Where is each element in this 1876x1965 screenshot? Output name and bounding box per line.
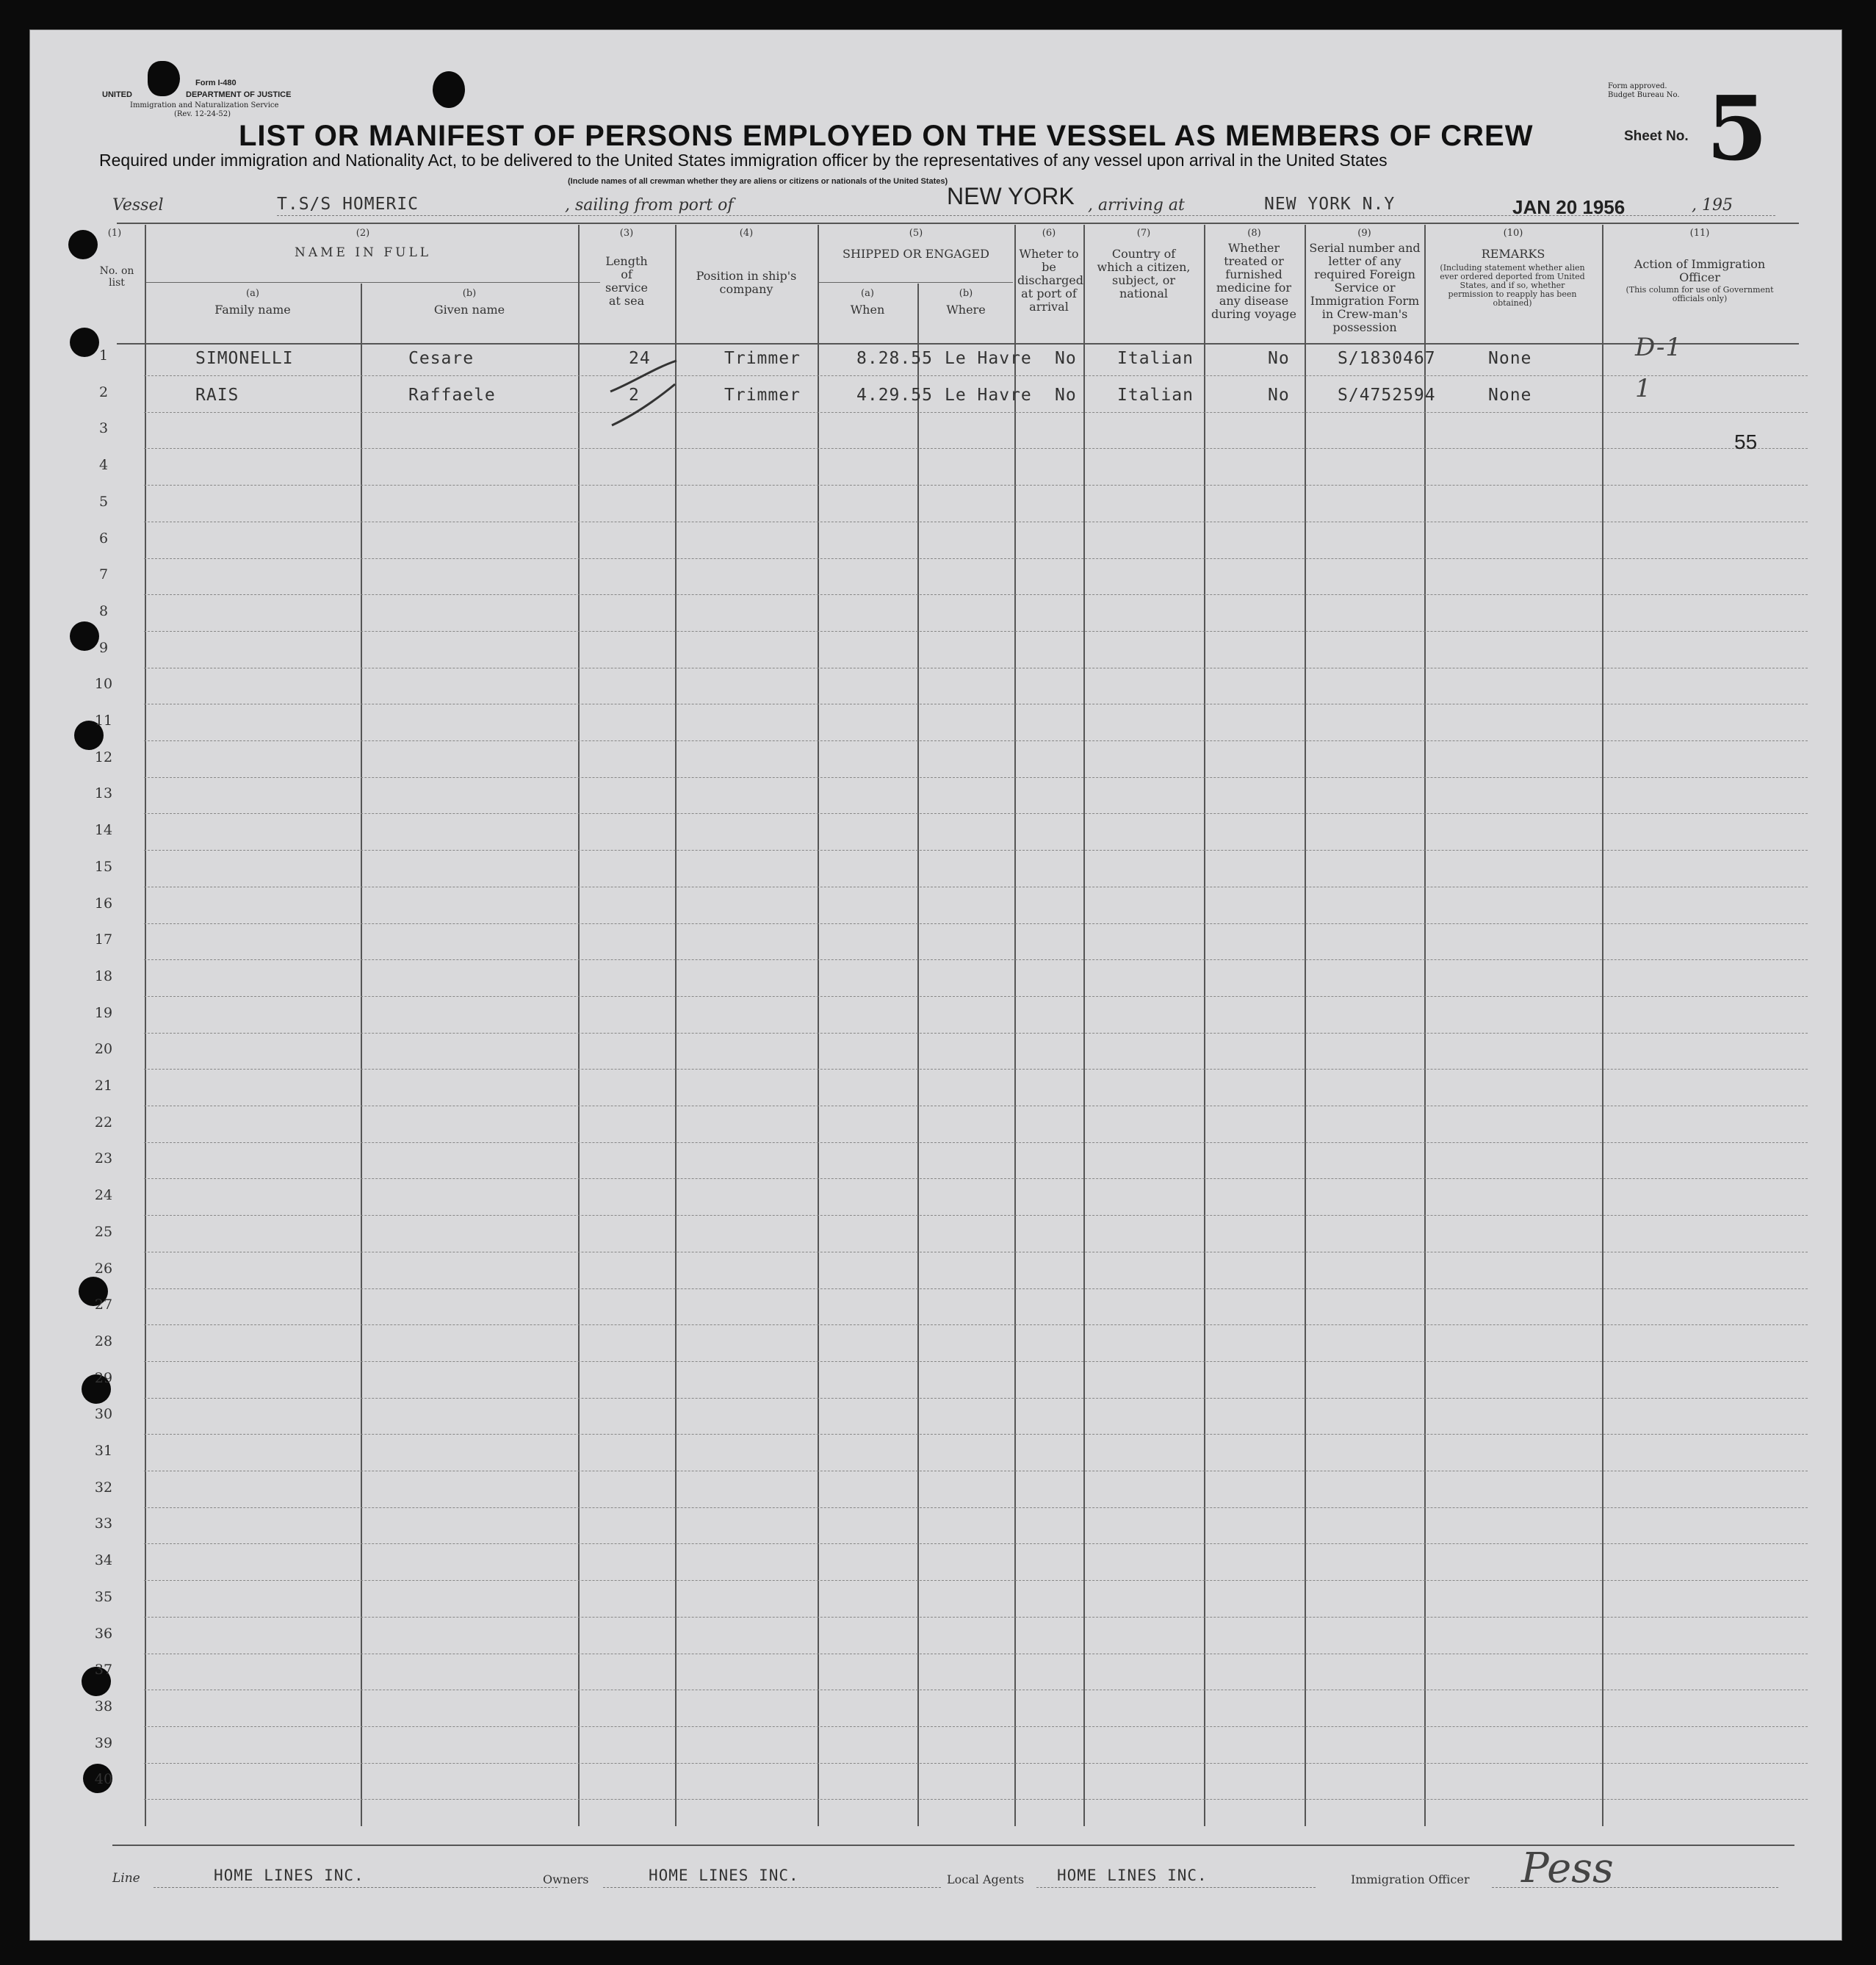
table-row [94, 667, 1808, 704]
arriving-port: NEW YORK N.Y [1264, 195, 1396, 214]
cell-discharge: No [1055, 385, 1077, 405]
table-row [94, 996, 1808, 1034]
row-number: 8 [98, 602, 109, 619]
col-10-label: REMARKS [1481, 247, 1545, 261]
line-value: HOME LINES INC. [214, 1867, 364, 1884]
table-row [94, 1653, 1808, 1690]
vessel-value: T.S/S HOMERIC [277, 195, 419, 214]
col-11-note: (This column for use of Government officials only) [1626, 285, 1774, 303]
row-number: 6 [98, 530, 109, 547]
punch-hole [433, 71, 465, 108]
col-5b-label: Where [946, 303, 986, 317]
row-number: 5 [98, 493, 109, 510]
col-5b-number: (b) [959, 288, 973, 299]
cell-country: Italian [1117, 385, 1194, 405]
cell-discharge: No [1055, 349, 1077, 368]
table-row [98, 522, 1808, 559]
row-number: 27 [94, 1297, 113, 1313]
row-number: 14 [94, 822, 113, 839]
row-number: 1 [98, 347, 109, 364]
row-number: 12 [94, 749, 113, 765]
row-number: 29 [94, 1369, 113, 1386]
table-row [94, 1543, 1808, 1581]
arrival-date: JAN 20 1956 [1512, 196, 1626, 218]
table-row [98, 485, 1808, 522]
cell-position: Trimmer [724, 349, 801, 368]
row-number: 40 [94, 1771, 113, 1788]
col-3-label: Length of service at sea [605, 254, 648, 308]
sheet-label: Sheet No. [1624, 129, 1689, 144]
row-number: 18 [94, 967, 113, 984]
table-row [94, 923, 1808, 960]
cell-serial: S/4752594 [1338, 385, 1436, 405]
table-row [98, 411, 1808, 449]
table-row [94, 1471, 1808, 1508]
officer-label: Immigration Officer [1351, 1872, 1470, 1886]
table-row [94, 704, 1808, 741]
approval-line: Form approved. [1608, 82, 1667, 90]
table-row [94, 1690, 1808, 1727]
cell-action: D-1 [1635, 333, 1683, 362]
col-9-label: Serial number and letter of any required Foreign Service or Immigration Form in Crew-man's possession [1309, 241, 1421, 334]
col-2-label: NAME IN FULL [294, 245, 432, 260]
col-9-number: (9) [1357, 228, 1371, 239]
table-row [94, 1762, 1808, 1800]
row-number: 19 [94, 1004, 113, 1021]
owners-label: Owners [543, 1872, 589, 1886]
row-number: 26 [94, 1260, 113, 1277]
table-row [94, 1397, 1808, 1435]
year-label: , 195 [1692, 196, 1733, 214]
punch-hole [148, 61, 180, 96]
col-7-number: (7) [1136, 228, 1151, 239]
table-row [94, 1142, 1808, 1179]
cell-family: SIMONELLI [195, 349, 294, 368]
col-6-label: Wheter to be discharged at port of arrival [1017, 247, 1083, 314]
col-5a-number: (a) [861, 288, 874, 299]
page-subtitle: Required under immigration and Nationality Act, to be delivered to the United States immigration officer by the representatives of any vessel upon arrival in the United States [99, 151, 1388, 170]
table-row [94, 1032, 1808, 1070]
row-number: 25 [94, 1223, 113, 1240]
owners-value: HOME LINES INC. [649, 1867, 799, 1884]
row-number: 20 [94, 1041, 113, 1058]
table-row [94, 1288, 1808, 1325]
page-title: LIST OR MANIFEST OF PERSONS EMPLOYED ON THE VESSEL AS MEMBERS OF CREW [239, 120, 1534, 152]
table-row [94, 850, 1808, 887]
row-number: 17 [94, 931, 113, 948]
table-row [94, 1106, 1808, 1143]
voyage-underline [277, 215, 1775, 216]
cell-position: Trimmer [724, 385, 801, 405]
sailing-label: , sailing from port of [565, 196, 734, 214]
row-number: 39 [94, 1734, 113, 1751]
sailing-port: NEW YORK [947, 183, 1075, 209]
table-row [94, 1252, 1808, 1289]
col-2a-number: (a) [246, 288, 259, 299]
col-5a-label: When [850, 303, 885, 317]
col-11-label: Action of Immigration Officer [1634, 257, 1766, 284]
cell-given: Raffaele [408, 385, 496, 405]
col-7-label: Country of which a citizen, subject, or national [1097, 247, 1191, 300]
col-2b-number: (b) [462, 288, 477, 299]
cell-when: 4.29.55 [856, 385, 933, 405]
table-row [94, 1324, 1808, 1362]
row-number: 7 [98, 566, 109, 583]
agency-line: (Rev. 12-24-52) [174, 110, 231, 118]
row-number: 22 [94, 1114, 113, 1131]
manifest-sheet [29, 29, 1842, 1941]
col-2-number: (2) [356, 228, 370, 239]
row-number: 2 [98, 383, 109, 400]
cell-remarks: None [1488, 385, 1532, 405]
col-2b-label: Given name [433, 303, 505, 317]
table-row [94, 1215, 1808, 1252]
cell-action: 1 [1635, 373, 1652, 403]
row-number: 13 [94, 785, 113, 802]
cell-remarks: None [1488, 349, 1532, 368]
table-row [98, 631, 1808, 668]
row-number: 37 [94, 1662, 113, 1679]
col-11-number: (11) [1689, 228, 1710, 239]
table-row [94, 1580, 1808, 1618]
row-number: 33 [94, 1515, 113, 1532]
cell-treated: No [1268, 349, 1290, 368]
agents-value: HOME LINES INC. [1057, 1867, 1208, 1884]
row-number: 11 [94, 713, 113, 729]
row-number: 36 [94, 1625, 113, 1642]
col-6-number: (6) [1042, 228, 1056, 239]
cell-service: 24 [629, 349, 651, 368]
col-1-number: (1) [107, 228, 122, 239]
cell-where: Le Havre [945, 385, 1032, 405]
cell-when: 8.28.55 [856, 349, 933, 368]
table-row [94, 959, 1808, 997]
cell-country: Italian [1117, 349, 1194, 368]
row-number: 16 [94, 895, 113, 912]
table-row [98, 373, 1808, 413]
row-number: 21 [94, 1078, 113, 1094]
row-number: 15 [94, 858, 113, 875]
table-row [94, 1507, 1808, 1544]
row-number: 10 [94, 676, 113, 693]
col-10-note: (Including statement whether alien ever ordered deported from United States, and if so, whether permission to reapply has been obtained) [1440, 263, 1585, 308]
table-row [94, 1069, 1808, 1106]
col-5-label: SHIPPED OR ENGAGED [843, 247, 989, 261]
row-number: 31 [94, 1443, 113, 1459]
col-8-number: (8) [1247, 228, 1261, 239]
row-number: 23 [94, 1150, 113, 1167]
row-number: 28 [94, 1333, 113, 1349]
row-number: 9 [98, 639, 109, 656]
table-row [94, 1617, 1808, 1654]
cell-where: Le Havre [945, 349, 1032, 368]
margin-note: 55 [1734, 430, 1758, 453]
name-subheader-rule [145, 282, 600, 283]
crew-rows [94, 333, 1808, 1845]
vessel-label: Vessel [112, 196, 164, 214]
cell-treated: No [1268, 385, 1290, 405]
table-row [94, 1726, 1808, 1764]
col-3-number: (3) [619, 228, 634, 239]
approval-line: Budget Bureau No. [1608, 91, 1680, 99]
footer-underline [603, 1887, 941, 1888]
table-row [94, 1178, 1808, 1216]
table-row [94, 1361, 1808, 1399]
cell-family: RAIS [195, 385, 239, 405]
header-top-rule [117, 223, 1799, 224]
row-number: 24 [94, 1187, 113, 1204]
cell-given: Cesare [408, 349, 475, 368]
table-row [94, 776, 1808, 814]
row-number: 34 [94, 1552, 113, 1569]
row-number: 38 [94, 1698, 113, 1715]
col-8-label: Whether treated or furnished medicine for any disease during voyage [1211, 241, 1296, 321]
header-note: (Include names of all crewman whether they are aliens or citizens or nationals of the United States) [568, 177, 948, 186]
table-row [94, 813, 1808, 851]
shipped-subheader-rule [818, 282, 1013, 283]
col-5-number: (5) [909, 228, 923, 239]
col-4-number: (4) [739, 228, 754, 239]
table-row [94, 740, 1808, 778]
col-4-label: Position in ship's company [696, 269, 797, 296]
cell-serial: S/1830467 [1338, 349, 1436, 368]
table-row [98, 333, 1808, 376]
footer-underline [1492, 1887, 1778, 1888]
row-number: 3 [98, 420, 109, 437]
col-2a-label: Family name [214, 303, 291, 317]
line-label: Line [112, 1871, 140, 1886]
table-row [94, 1434, 1808, 1471]
table-row [98, 558, 1808, 595]
table-row [98, 448, 1808, 486]
cell-service: 2 [629, 385, 640, 405]
agency-line: DEPARTMENT OF JUSTICE [186, 90, 292, 99]
table-row [98, 594, 1808, 632]
sheet-number: 5 [1706, 77, 1768, 181]
agency-line: Immigration and Naturalization Service [130, 101, 279, 109]
agency-line: UNITED [102, 90, 132, 99]
col-10-number: (10) [1503, 228, 1523, 239]
form-number: Form I-480 [195, 79, 237, 87]
row-number: 35 [94, 1588, 113, 1605]
row-number: 32 [94, 1479, 113, 1496]
strike-marks [603, 346, 684, 427]
footer-underline [1036, 1887, 1316, 1888]
row-number: 30 [94, 1406, 113, 1423]
table-row [94, 887, 1808, 924]
arriving-label: , arriving at [1088, 196, 1185, 214]
footer-underline [154, 1887, 558, 1888]
agents-label: Local Agents [947, 1872, 1025, 1886]
row-number: 4 [98, 457, 109, 474]
officer-signature: Pess [1521, 1845, 1614, 1892]
col-1-label: No. on list [99, 265, 134, 289]
